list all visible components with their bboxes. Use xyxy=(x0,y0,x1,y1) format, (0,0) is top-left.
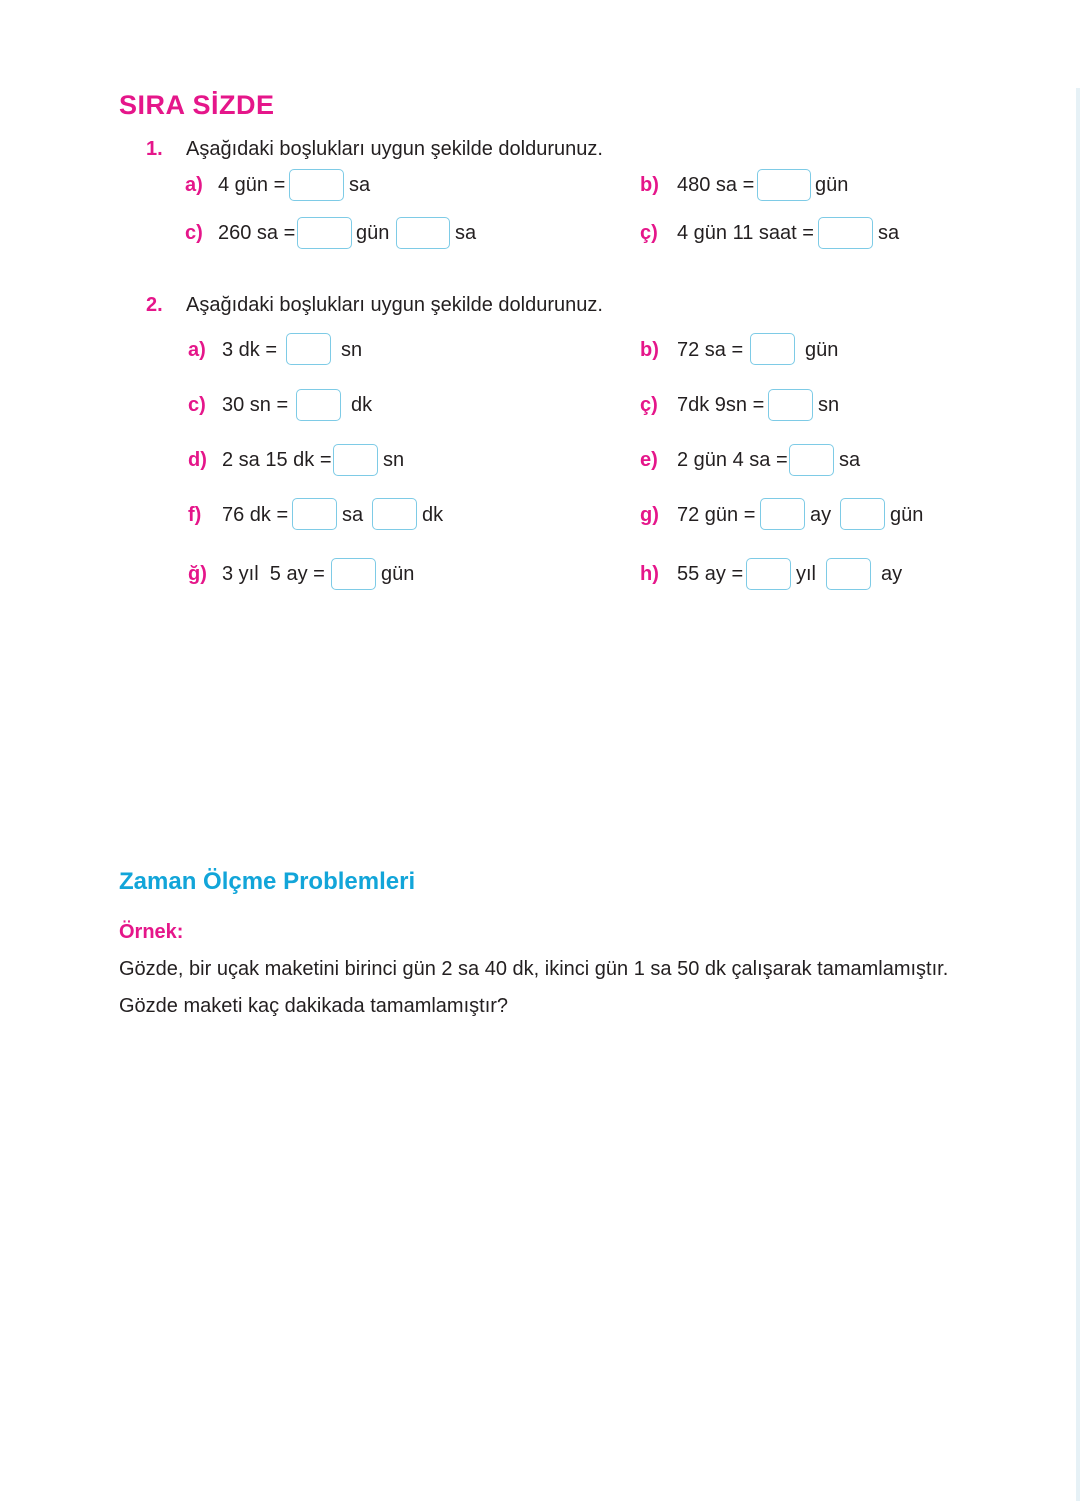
q2gg-unit: gün xyxy=(381,563,415,585)
example-line-2: Gözde maketi kaç dakikada tamamlamıştır? xyxy=(119,995,509,1017)
q2gg-answer-box[interactable] xyxy=(331,558,376,590)
q2b-letter: b) xyxy=(640,339,659,361)
q2e-letter: e) xyxy=(640,449,658,471)
q2g-answer-box-2[interactable] xyxy=(840,498,885,530)
q1c-unit-1: gün xyxy=(356,222,390,244)
q2h-unit-1: yıl xyxy=(796,563,816,585)
q2c-expression: 30 sn = xyxy=(222,394,289,416)
q2-instruction: Aşağıdaki boşlukları uygun şekilde doldurunuz. xyxy=(186,294,603,316)
q1cc-answer-box[interactable] xyxy=(818,217,873,249)
q1cc-expression: 4 gün 11 saat = xyxy=(677,222,814,244)
q1c-unit-2: sa xyxy=(455,222,477,244)
q1cc-letter: ç) xyxy=(640,222,658,244)
q1-instruction: Aşağıdaki boşlukları uygun şekilde doldurunuz. xyxy=(186,138,603,160)
q2h-expression: 55 ay = xyxy=(677,563,744,585)
q2cc-expression: 7dk 9sn = xyxy=(677,394,765,416)
q2b-expression: 72 sa = xyxy=(677,339,744,361)
q2g-unit-1: ay xyxy=(810,504,832,526)
q2a-unit: sn xyxy=(341,339,363,361)
q1c-answer-box-2[interactable] xyxy=(396,217,450,249)
q1cc-unit: sa xyxy=(878,222,900,244)
q2a-answer-box[interactable] xyxy=(286,333,331,365)
q2d-letter: d) xyxy=(188,449,207,471)
q2g-unit-2: gün xyxy=(890,504,924,526)
q2a-expression: 3 dk = xyxy=(222,339,278,361)
q1b-unit: gün xyxy=(815,174,849,196)
q1c-letter: c) xyxy=(185,222,203,244)
q2gg-expression: 3 yıl 5 ay = xyxy=(222,563,325,585)
q2d-expression: 2 sa 15 dk = xyxy=(222,449,332,471)
q2f-letter: f) xyxy=(188,504,202,526)
q2b-unit: gün xyxy=(805,339,839,361)
q2g-answer-box-1[interactable] xyxy=(760,498,805,530)
q2d-unit: sn xyxy=(383,449,405,471)
q2e-expression: 2 gün 4 sa = xyxy=(677,449,788,471)
q2a-letter: a) xyxy=(188,339,206,361)
q2f-expression: 76 dk = xyxy=(222,504,289,526)
q2f-answer-box-1[interactable] xyxy=(292,498,337,530)
section-title: SIRA SİZDE xyxy=(119,90,275,120)
q1c-answer-box-1[interactable] xyxy=(297,217,352,249)
page-edge xyxy=(1076,88,1080,1501)
q2cc-unit: sn xyxy=(818,394,840,416)
q2cc-answer-box[interactable] xyxy=(768,389,813,421)
q1b-expression: 480 sa = xyxy=(677,174,755,196)
q2c-unit: dk xyxy=(351,394,373,416)
q1-number: 1. xyxy=(146,138,163,160)
q2c-letter: c) xyxy=(188,394,206,416)
q1a-answer-box[interactable] xyxy=(289,169,344,201)
q2e-unit: sa xyxy=(839,449,861,471)
q2d-answer-box[interactable] xyxy=(333,444,378,476)
q2e-answer-box[interactable] xyxy=(789,444,834,476)
q2f-unit-1: sa xyxy=(342,504,364,526)
q1a-expression: 4 gün = xyxy=(218,174,286,196)
example-label: Örnek: xyxy=(119,921,184,943)
q2b-answer-box[interactable] xyxy=(750,333,795,365)
q2f-unit-2: dk xyxy=(422,504,444,526)
problems-title: Zaman Ölçme Problemleri xyxy=(119,868,416,895)
q2g-expression: 72 gün = xyxy=(677,504,756,526)
q2h-letter: h) xyxy=(640,563,659,585)
q1b-answer-box[interactable] xyxy=(757,169,811,201)
q2h-answer-box-1[interactable] xyxy=(746,558,791,590)
q2f-answer-box-2[interactable] xyxy=(372,498,417,530)
q1a-letter: a) xyxy=(185,174,203,196)
q1c-expression: 260 sa = xyxy=(218,222,296,244)
q2gg-letter: ğ) xyxy=(188,563,207,585)
q1b-letter: b) xyxy=(640,174,659,196)
q2h-answer-box-2[interactable] xyxy=(826,558,871,590)
q2-number: 2. xyxy=(146,294,163,316)
q2cc-letter: ç) xyxy=(640,394,658,416)
example-line-1: Gözde, bir uçak maketini birinci gün 2 sa 40 dk, ikinci gün 1 sa 50 dk çalışarak tamamlamıştır. xyxy=(119,958,949,980)
q2c-answer-box[interactable] xyxy=(296,389,341,421)
q2h-unit-2: ay xyxy=(881,563,903,585)
q1a-unit: sa xyxy=(349,174,371,196)
q2g-letter: g) xyxy=(640,504,659,526)
